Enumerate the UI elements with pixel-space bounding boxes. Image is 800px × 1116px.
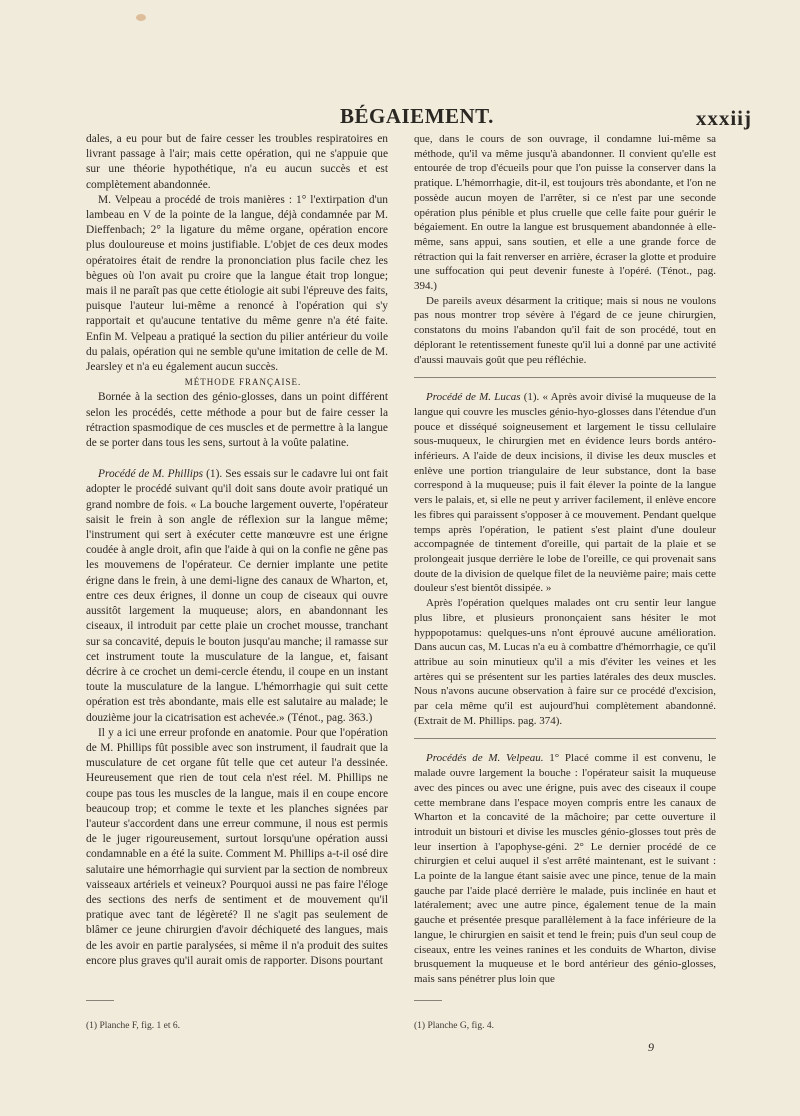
paper-stain xyxy=(136,14,146,21)
page-number: xxxiij xyxy=(695,106,752,130)
paragraph: dales, a eu pour but de faire cesser les troubles respiratoires en livrant passage à l'air; mais cette opération, qui ne s'appuie que sur une théorie hypothétique, n'a eu aucun succès et est complètement abandonnée. xyxy=(86,133,388,191)
paragraph: De pareils aveux désarment la critique; mais si nous ne voulons pas nous montrer trop sévère à l'égard de ce jeune chirurgien, constatons du moins l'abandon qu'il fait de son procédé, tout en déplorant le retentissement funeste qu'il lui a donné par une activité d'aussi mauvais goût que peu réfléchie. xyxy=(414,294,716,366)
paragraph: Il y a ici une erreur profonde en anatomie. Pour que l'opération de M. Phillips fût possible avec son instrument, il faudrait que la musculature de cet organe fût telle que cet auteur l'a dessinée. Heureusement que rien de tout cela n'est réel. M. Phillips ne coupe pas tous les muscles de la langue, mais il en coupe encore beaucoup trop; et comme le texte et les planches signées par l'auteur s'accordent dans une erreur commune, il nous est permis de le juger rigoureusement, surtout lorsqu'une opération aussi condamnable en a été la suite. Comment M. Phillips a-t-il osé dire salutaire une hémorrhagie qui survient par la section de nombreux vaisseaux artériels et veineux? Pourquoi aussi ne pas faire l'éloge des sections des nerfs de sentiment et de mouvement qu'il pratique avec tant de légèreté? Il ne s'agit pas seulement de blâmer ce jeune chirurgien d'avoir déchiqueté des langues, mais de les avoir en partie paralysées, si même il n'a produit des suites encore plus graves qu'il aurait omis de rapporter. Disons pourtant xyxy=(86,726,388,967)
footnote: (1) Planche G, fig. 4. xyxy=(414,1021,494,1031)
paragraph: Après l'opération quelques malades ont cru sentir leur langue plus libre, et plusieurs prononçaient sans hésiter le mot hyppopotamus: quelques-uns n'ont éprouvé aucune amélioration. Dans aucun cas, M. Lucas n'a eu à combattre d'hémorrhagie, ce qu'il attribue au soin minutieux qu'il a mis d'éviter les veines et les artères qui se présentent sur les parties latérales des deux muscles. Nous n'avons aucune observation à faire sur ce procédé d'excision, par cela même qu'il est aujourd'hui complètement abandonné. (Extrait de M. Phillips. pag. 374). xyxy=(414,597,716,727)
footnote: (1) Planche F, fig. 1 et 6. xyxy=(86,1021,180,1031)
footnote-rule xyxy=(414,1000,442,1001)
paragraph xyxy=(414,390,716,596)
procedure-label: Procédé de M. Phillips xyxy=(98,468,204,481)
page-title: BÉGAIEMENT. xyxy=(340,104,494,128)
paragraph: Bornée à la section des génio-glosses, dans un point différent selon les procédés, cette méthode a pour but de faire cesser la rétraction spasmodique de ces muscles et de permettre à la langue de se porter dans tous les sens, surtout à la voûte palatine. xyxy=(86,391,388,450)
paragraph xyxy=(414,751,716,986)
divider xyxy=(414,377,716,378)
left-column xyxy=(86,132,388,969)
paragraph-text: 1° Placé comme il est convenu, le malade ouvre largement la bouche : l'opérateur saisit la muqueuse avec des pinces ou avec une érigne, puis avec des ciseaux il coupe cette membrane dans l'espace moyen compris entre les canaux de Wharton et la concavité de la mâchoire; par cette ouverture il introduit un bistouri et divise les muscles génio-glosses tout près de leur insertion à l'apophyse-géni. 2° Le dernier procédé de ce chirurgien et celui auquel il s'est arrêté maintenant, est le suivant : La pointe de la langue étant saisie avec une pince, tenue de la main gauche par l'aide placé derrière le malade, puis inclinée en haut et latéralement; avec une autre pince, également tenue de la main gauche et présentée presque parallèlement à la face inférieure de la langue, le chirurgien en saisit et tend le frein; puis d'un seul coup de ciseaux, entre les veines ranines et les conduits de Wharton, divise brusquement la muqueuse et le bord antérieur des génio-glosses, mais sans pénétrer plus loin que xyxy=(414,752,716,985)
section-heading: MÉTHODE FRANÇAISE. xyxy=(184,377,302,388)
paragraph-text: (1). Ses essais sur le cadavre lui ont fait adopter le procédé suivant qu'il doit sans doute avoir pratiqué un grand nombre de fois. « La bouche largement ouverte, l'opérateur saisit le frein à son angle de réflexion sur la langue même; l'instrument qui sert à exécuter cette manœuvre est une érigne coudée à angle droit, afin que l'aide à qui on la confie ne gêne pas les mouvemens de l'opérateur. Ce dernier implante une petite érigne dans le frein, à une demi-ligne des canaux de Wharton, et, entre ces deux érignes, il donne un coup de ciseaux qui ouvre aussitôt largement la muqueuse; alors, en abandonnant les ciseaux, il introduit par cette plaie un crochet mousse, tranchant sur sa concavité, depuis le bouton jusqu'au manche; il ramasse sur cet instrument toute la musculature de la langue, et, faisant décrire à ce crochet un demi-cercle étendu, il coupe en un instant toute la musculature de la langue. L'hémorrhagie qui suit cette opération est très abondante, mais elle est salutaire au malade; le douzième jour la cicatrisation est achevée.» (Ténot., pag. 363.) xyxy=(86,468,388,724)
footnote-rule xyxy=(86,1000,114,1001)
paragraph xyxy=(86,467,388,725)
paragraph: que, dans le cours de son ouvrage, il condamne lui-même sa méthode, qu'il va même jusqu'à abandonner. Il convient qu'elle est entourée de trop d'écueils pour que l'on puisse la conserver dans la pratique. L'hémorrhagie, dit-il, est toujours très abondante, et l'on ne possède aucun moyen de l'arrêter, si ce n'est par une seconde opération plus pénible et plus cruelle que celle faite pour guérir le bégaiement. En outre la langue est brusquement abandonnée à elle-même, sans appui, sans soutien, et elle a une grande force de rétraction qui la fait renverser en arrière, écraser la glotte et produire une suffocation qui peut devenir funeste à l'opéré. (Ténot., pag. 394.) xyxy=(414,133,716,293)
divider xyxy=(414,738,716,739)
signature-mark: 9 xyxy=(648,1040,654,1054)
paragraph-text: (1). « Après avoir divisé la muqueuse de la langue qui couvre les muscles génio-hyo-glosses dans l'étendue d'un pouce et disséqué soigneusement et largement le tissu cellulaire sous-muqueux, le chirurgien met en évidence leurs bords antéro-inférieurs. A l'aide de deux incisions, il divise les deux muscles et enlève une portion triangulaire de leur substance, dont la base correspond à la muqueuse; puis il fait élever la pointe de la langue vers le palais, et, si elle ne peut y arriver facilement, il enlève encore les fibres qui paraissent s'opposer à ce mouvement. Pendant quelque temps après l'opération, le patient s'est plaint d'une douleur accompagnée de tintement d'oreille, qui partait de la plaie et se prolongeait jusque derrière le lobe de l'oreille, ce qui provenait sans doute de la division de quelque filet de la neuvième paire; mais cette douleur s'est bientôt dissipée. » xyxy=(414,391,716,595)
paragraph: M. Velpeau a procédé de trois manières : 1° l'extirpation d'un lambeau en V de la pointe de la langue, déjà condamnée par M. Dieffenbach; 2° la ligature du même organe, opération encore plus douloureuse et moins justifiable. L'objet de ces deux modes opératoires était de rendre la prononciation plus facile chez les bègues où l'on avait pu croire que la langue était trop longue; mais il ne paraît pas que cette étiologie ait subi l'épreuve des faits, puisque l'auteur lui-même a renoncé à l'opération qui s'y rapportait et qu'aucune tentative du même genre n'a été faite. Enfin M. Velpeau a pratiqué la section du pilier antérieur du voile du palais, opération qui ne semble qu'une imitation de celle de M. Jearsley et n'a eu également aucun succès. xyxy=(86,193,388,374)
running-header xyxy=(0,104,800,132)
procedure-label: Procédé de M. Lucas xyxy=(426,391,521,404)
procedure-label: Procédés de M. Velpeau. xyxy=(426,752,544,765)
right-column xyxy=(414,132,716,987)
